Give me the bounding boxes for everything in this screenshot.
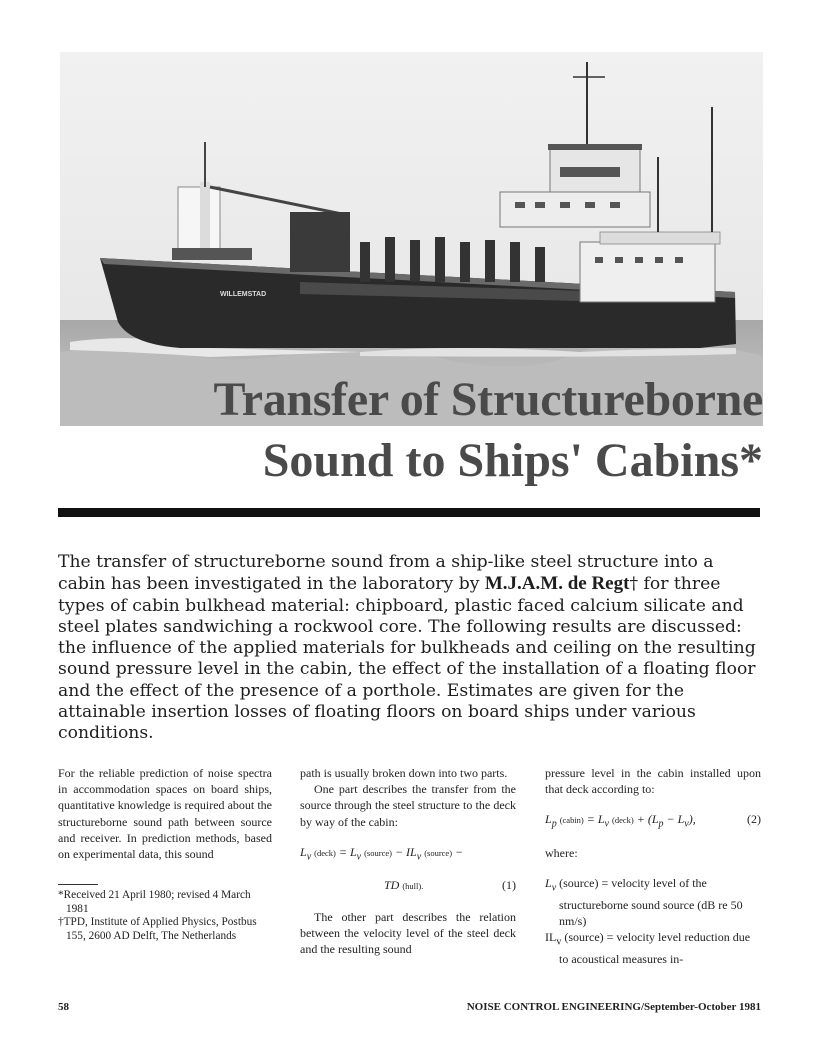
- equation-1-line-2: TD (hull). (1): [384, 878, 516, 893]
- page-number: 58: [58, 1001, 69, 1013]
- footnote-rule: [58, 884, 98, 885]
- ship-photo: [60, 52, 763, 426]
- paragraph: path is usually broken down into two parts.: [300, 766, 508, 780]
- where-label: where:: [545, 846, 578, 860]
- ship-illustration: [60, 52, 763, 426]
- equation-number: (1): [502, 878, 516, 893]
- column-3: [545, 765, 761, 967]
- definition-ilv-source: $IL_v$ (source) = velocity level reduction due to acoustical measures in-: [545, 930, 751, 966]
- abstract: [58, 552, 764, 745]
- paragraph: The other part describes the relation between the velocity level of the steel deck and the resulting sound: [300, 909, 516, 957]
- footnote-affiliation: †TPD, Institute of Applied Physics, Postbus 155, 2600 AD Delft, The Netherlands: [58, 916, 257, 942]
- equation-2: $L_p$ (cabin) = $L_v$ (deck) + $(L_p - L_v)$, (2): [545, 812, 761, 830]
- paragraph: One part describes the transfer from the source through the steel structure to the deck by way of the cabin:: [300, 782, 516, 829]
- equation-1: $L_v$ (deck) = $L_v$ (source) − $IL_v$ (source) −: [300, 844, 464, 863]
- definition-text: (source) = velocity level of the structureborne sound source (dB re 50 nm/s): [559, 876, 743, 928]
- footnote-received: *Received 21 April 1980; revised 4 March 1981: [58, 889, 251, 915]
- title-rule: [58, 508, 760, 517]
- column-2: [300, 765, 516, 957]
- definition-text: (source) = velocity level reduction due to acoustical measures in-: [559, 930, 751, 966]
- paragraph: pressure level in the cabin installed upon that deck according to:: [545, 766, 761, 797]
- article-title-line-2: Sound to Ships' Cabins*: [262, 434, 763, 487]
- paragraph: For the reliable prediction of noise spectra in accommodation spaces on board ships, quantitative knowledge is required about the structureborne sound path between source and receiver. In prediction methods, based on experimental data, this sound: [58, 766, 272, 862]
- hull-ship-name: WILLEMSTAD: [220, 291, 267, 298]
- author-name: M.J.A.M. de Regt: [484, 573, 630, 595]
- abstract-text-start: The transfer of structureborne sound from a ship-like steel structure into a cabin has been investigated in the laboratory by: [58, 552, 714, 595]
- abstract-text-rest: † for three types of cabin bulkhead material: chipboard, plastic faced calcium silicate and steel plates sandwiching a rockwool core. The following results are discussed: the influence of the applied materials for bulkheads and ceiling on the resulting sound pressure level in the cabin, the effect of the installation of a floating floor and the effect of the presence of a porthole. Estimates are given for the attainable insertion losses of floating floors on board ships under various conditions.: [58, 574, 756, 744]
- equation-number: (2): [747, 812, 761, 827]
- column-1: [58, 765, 272, 944]
- article-title-line-1: Transfer of Structureborne: [213, 373, 763, 426]
- definition-lv-source: $L_v$ (source) = velocity level of the structureborne sound source (dB re 50 nm/s): [545, 876, 743, 928]
- journal-footer: NOISE CONTROL ENGINEERING/September-October 1981: [466, 1001, 761, 1013]
